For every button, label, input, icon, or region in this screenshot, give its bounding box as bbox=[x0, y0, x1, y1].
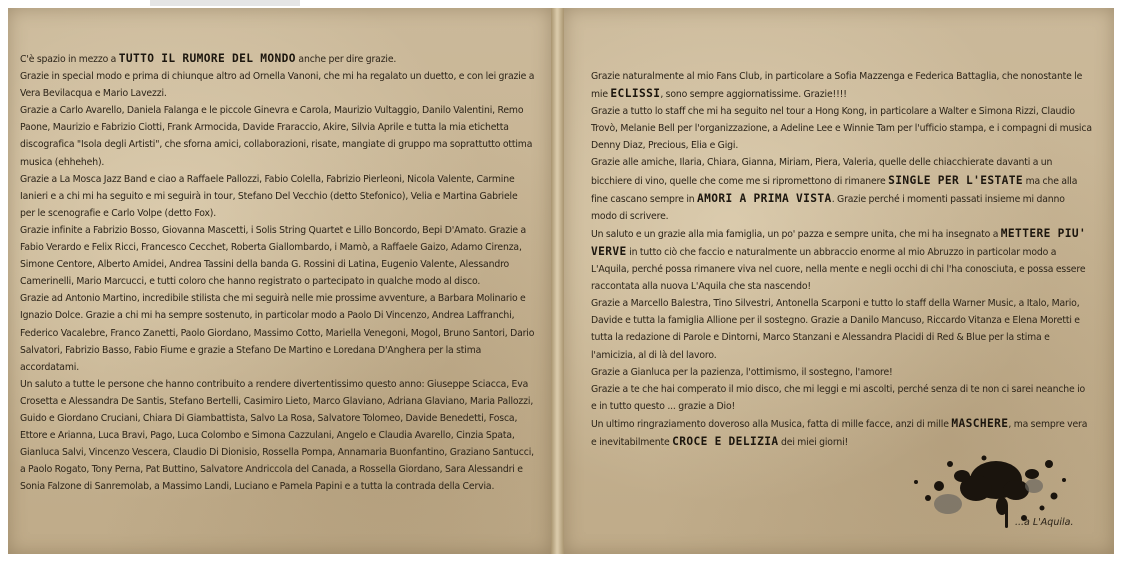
paragraph bbox=[20, 290, 535, 375]
highlighted-title: TUTTO IL RUMORE DEL MONDO bbox=[118, 52, 296, 65]
top-edge-strip bbox=[150, 0, 300, 6]
text-segment: Grazie infinite a Fabrizio Bosso, Giovanna Mascetti, i Solis String Quartet e Lillo Boncordo, Bepi D'Amato. Grazie a Fabio Verardo e Felix Ricci, Francesco Cecchet, Roberta Giallombardo, i Mamò, a Raffaele Gaizo, Adamo Cirenza, Simone Centore, Alberto Amidei, Andrea Tassini della banda G. Rossini di Latina, Eugenio Valente, Alessandro Camerinelli, Mario Marcucci, e tutti coloro che hanno registrato o partecipato in qualche modo al disco. bbox=[20, 224, 527, 288]
paragraph bbox=[591, 225, 1092, 295]
highlighted-title: MASCHERE bbox=[951, 416, 1009, 430]
left-page bbox=[8, 8, 551, 554]
text-segment: C'è spazio in mezzo a bbox=[20, 54, 119, 65]
paragraph bbox=[20, 222, 535, 290]
text-segment: Grazie a Gianluca per la pazienza, l'ottimismo, il sostegno, l'amore! bbox=[591, 366, 893, 378]
left-page-text bbox=[20, 50, 535, 495]
text-segment: Grazie a Carlo Avarello, Daniela Falanga e le piccole Ginevra e Carola, Maurizio Vultaggio, Danilo Valentini, Remo Paone, Maurizio e Fabrizio Ciotti, Frank Armocida, Davide Fraraccio, Akire, Silvia Aprile e tutta la mia etichetta discografica "Isola degli Artisti", che sforna amici, collaborazioni, risate, mangiate di gruppo ma soprattutto ottima musica (ehheheh). bbox=[20, 105, 533, 168]
highlighted-title: SINGLE PER L'ESTATE bbox=[888, 173, 1024, 187]
highlighted-title: AMORI A PRIMA VISTA bbox=[697, 191, 832, 205]
paragraph bbox=[20, 102, 535, 170]
text-segment: Grazie alle amiche, Ilaria, Chiara, Gianna, Miriam, Piera, Valeria, quelle delle chiacchierate davanti a un bicchiere di vino, quelle che come me si ripromettono di rimanere bbox=[591, 157, 1053, 187]
text-segment: ma che alla fine cascano sempre in bbox=[591, 175, 1078, 205]
text-segment: anche per dire grazie. bbox=[295, 54, 397, 65]
text-segment: Un saluto a tutte le persone che hanno contribuito a rendere divertentissimo questo anno: Giuseppe Sciacca, Eva Crosetta e Alessandra De Santis, Stefano Bertelli, Casimiro Lieto, Marco Glaviano, Adriana Glaviano, Maria Pallozzi, Guido e Giordano Cruciani, Chiara Di Giambattista, Salvo La Rosa, Salvatore Tolomeo, Davide Benedetti, Fosca, Ettore e Arianna, Luca Bravi, Pago, Luca Colombo e Simona Cazzulani, Angelo e Claudia Avarello, Cinzia Spata, Gianluca Salvi, Vincenzo Vescera, Claudio Di Dionisio, Rossella Pompa, Annamaria Buonfantino, Graziano Santucci, a Paolo Rogato, Tony Perna, Pat Buttino, Salvatore Andriccola del Canada, a Rossella Giordano, Sara Alessandri e Sonia Falzone di Sanremolab, a Massimo Landi, Luciano e Pamela Papini e a tutta la contrada della Cervia. bbox=[20, 378, 534, 493]
paragraph bbox=[20, 68, 535, 102]
text-segment: dei miei giorni! bbox=[778, 436, 849, 448]
highlighted-title: ECLISSI bbox=[610, 87, 661, 101]
paragraph bbox=[591, 381, 1092, 415]
text-segment: Grazie naturalmente al mio Fans Club, in particolare a Sofia Mazzenga e Federica Battaglia, che nonostante le mie bbox=[591, 71, 1083, 101]
booklet-gutter bbox=[551, 8, 564, 554]
text-segment: Grazie a te che hai comperato il mio disco, che mi leggi e mi ascolti, perché senza di te non ci sarei neanche io e in tutto questo ... grazie a Dio! bbox=[591, 383, 1086, 412]
signature-text: ...a L'Aquila. bbox=[1015, 517, 1074, 528]
right-page bbox=[564, 8, 1114, 554]
paragraph bbox=[591, 364, 1092, 381]
highlighted-title: CROCE E DELIZIA bbox=[672, 434, 779, 448]
text-segment: Grazie in special modo e prima di chiunque altro ad Ornella Vanoni, che mi ha regalato un duetto, e con lei grazie a Vera Bevilacqua e Mario Lavezzi. bbox=[20, 71, 535, 100]
text-segment: . Grazie perché i momenti passati insieme mi danno modo di scrivere. bbox=[591, 193, 1065, 222]
paragraph bbox=[591, 68, 1092, 103]
text-segment: Grazie a La Mosca Jazz Band e ciao a Raffaele Pallozzi, Fabio Colella, Fabrizio Pierleoni, Nicola Valente, Carmine Ianieri e a chi mi ha seguito e mi seguirà in tour, Stefano Del Vecchio (detto Stefonico), Velia e Martina Gabriele per le scenografie e Carlo Volpe (detto Fox). bbox=[20, 173, 518, 219]
text-segment: Un ultimo ringraziamento doveroso alla Musica, fatta di mille facce, anzi di mille bbox=[591, 418, 952, 430]
text-segment: Grazie a Marcello Balestra, Tino Silvestri, Antonella Scarponi e tutto lo staff della Warner Music, a Italo, Mario, Davide e tutta la famiglia Allione per il sostegno. Grazie a Danilo Mancuso, Riccardo Vitanza e Elena Moretti e tutta la redazione di Parole e Dintorni, Marco Stanzani e Alessandra Placidi di Red & Blue per la stima e l'amicizia, al di là del lavoro. bbox=[591, 298, 1080, 361]
right-page-text bbox=[591, 68, 1092, 451]
paragraph bbox=[20, 171, 535, 222]
text-segment: Grazie a tutto lo staff che mi ha seguito nel tour a Hong Kong, in particolare a Walter e Simona Rizzi, Claudio Trovò, Melanie Bell per l'organizzazione, a Adeline Lee e Winnie Tam per l'ufficio stampa, e i compagni di musica Denny Diaz, Precious, Elia e Gigi. bbox=[591, 106, 1092, 152]
paragraph bbox=[591, 103, 1092, 154]
paragraph bbox=[20, 50, 535, 68]
text-segment: Un saluto e un grazie alla mia famiglia, un po' pazza e sempre unita, che mi ha insegnato a bbox=[591, 228, 1001, 240]
text-segment: in tutto ciò che faccio e naturalmente un abbraccio enorme al mio Abruzzo in particolar modo a L'Aquila, perché possa rimanere viva nel cuore, nella mente e negli occhi di chi l'ha conosciuta, e possa essere raccontata alla nuova L'Aquila che sta nascendo! bbox=[591, 246, 1086, 293]
text-segment: , sono sempre aggiornatissime. Grazie!!!! bbox=[660, 89, 847, 101]
text-segment: Grazie ad Antonio Martino, incredibile stilista che mi seguirà nelle mie prossime avventure, a Barbara Molinario e Ignazio Dolce. Grazie a chi mi ha sempre sostenuto, in particolar modo a Paolo Di Vincenzo, Andrea Laffranchi, Federico Vacalebre, Franco Zanetti, Paolo Giordano, Massimo Cotto, Mariella Venegoni, Mogol, Bruno Santori, Dario Salvatori, Fabrizio Basso, Fabio Fiume e grazie a Stefano De Martino e Loredana D'Anghera per la stima accordatami. bbox=[20, 293, 535, 373]
highlighted-title: METTERE PIU' VERVE bbox=[591, 226, 1087, 258]
text-segment: , ma sempre vera e inevitabilmente bbox=[591, 418, 1088, 448]
paragraph bbox=[591, 295, 1092, 363]
paragraph bbox=[20, 376, 535, 496]
paragraph bbox=[591, 154, 1092, 224]
